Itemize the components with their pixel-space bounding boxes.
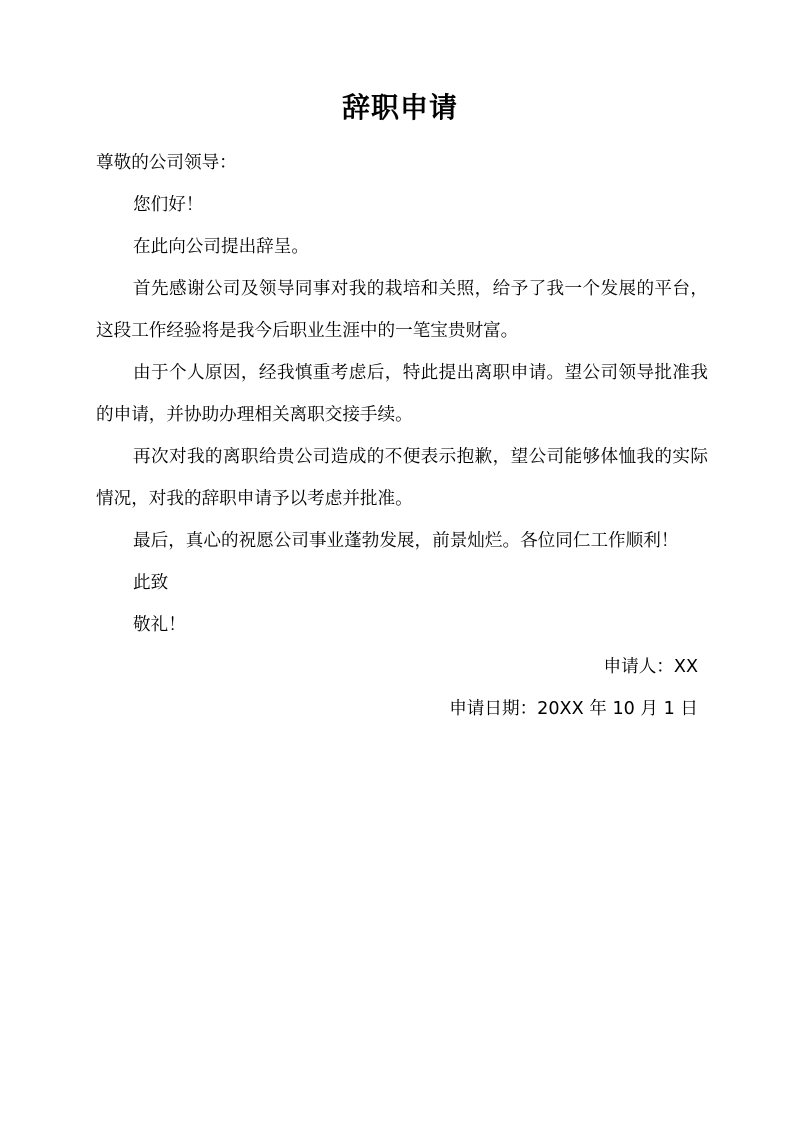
applicant-line: 申请人：XX [603,657,698,677]
closing-line: 敬礼！ [133,615,186,635]
paragraph: 首先感谢公司及领导同事对我的栽培和关照，给予了我一个发展的平台，这段工作经验将是我今后职业生涯中的一笔宝贵财富。 [96,279,708,341]
paragraph: 最后，真心的祝愿公司事业蓬勃发展，前景灿烂。各位同仁工作顺利！ [133,531,679,551]
paragraph: 由于个人原因，经我慎重考虑后，特此提出离职申请。望公司领导批准我的申请，并协助办理相关离职交接手续。 [96,363,708,425]
date-line: 申请日期：20XX 年 10 月 1 日 [449,699,698,719]
salutation: 尊敬的公司领导： [96,153,237,173]
letter-body [96,142,708,730]
greeting: 您们好！ [133,195,204,215]
paragraph: 再次对我的离职给贵公司造成的不便表示抱歉，望公司能够体恤我的实际情况，对我的辞职申请予以考虑并批准。 [96,447,708,509]
closing-line: 此致 [133,573,169,593]
paragraph: 在此向公司提出辞呈。 [133,237,309,257]
document-title: 辞职申请 [341,91,458,124]
